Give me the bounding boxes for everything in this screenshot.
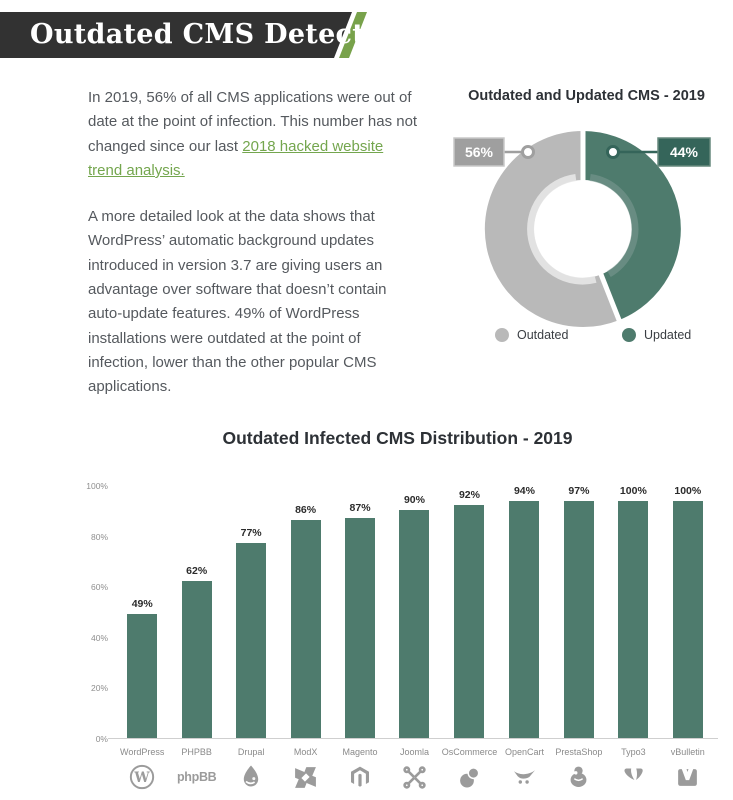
- bar-value-label: 97%: [568, 485, 590, 497]
- magento-logo-icon: [348, 764, 372, 790]
- bar-column: [497, 485, 551, 790]
- bar: [182, 581, 212, 738]
- wordpress-logo-icon: [129, 764, 155, 790]
- bar-chart-title: Outdated Infected CMS Distribution - 2019: [222, 428, 573, 448]
- bar-column: [387, 485, 441, 790]
- oscommerce-logo-icon: [457, 764, 482, 790]
- bar-value-label: 90%: [403, 494, 425, 507]
- typo3-logo-icon: [621, 764, 646, 790]
- y-axis-tick-label: 40%: [90, 632, 108, 643]
- callout-marker-updated: [608, 147, 619, 158]
- bar-category-label: vBulletin: [670, 747, 705, 757]
- bar-value-label: 87%: [349, 501, 371, 514]
- legend-item-outdated: [495, 328, 568, 342]
- intro-paragraph-1: [88, 86, 420, 183]
- bar: [454, 505, 484, 738]
- prestashop-logo-icon: [566, 764, 591, 790]
- bar-chart-section: [0, 426, 733, 800]
- y-axis-tick-label: 20%: [90, 683, 108, 694]
- intro-paragraph-2: A more detailed look at the data shows that WordPress’ automatic background updates introduced in version 3.7 are giving users an advantage over software that doesn’t contain auto-update features. 49% of WordPress installations were outdated at the point of infection, lower than the other popular CMS applications.: [88, 208, 387, 396]
- bar-category-label: Joomla: [399, 747, 429, 757]
- bar: [291, 520, 321, 738]
- vbulletin-logo-icon: [675, 764, 700, 790]
- bar-category-label: Typo3: [621, 747, 646, 757]
- legend-item-updated: [622, 328, 691, 342]
- donut-legend: [440, 328, 733, 350]
- donut-chart-title: Outdated and Updated CMS - 2019: [468, 88, 705, 104]
- bar-plot: [115, 485, 715, 790]
- bar-category-label: WordPress: [120, 747, 165, 757]
- svg-text:W: W: [134, 769, 150, 786]
- modx-logo-icon: [293, 764, 318, 790]
- bar-value-label: 100%: [619, 485, 647, 497]
- bar: [564, 501, 594, 738]
- bar: [673, 501, 703, 738]
- legend-label-updated: Updated: [644, 328, 692, 342]
- bar-value-label: 62%: [186, 565, 208, 578]
- bar: [345, 518, 375, 738]
- bar-value-label: 92%: [458, 489, 480, 502]
- header-banner: [0, 12, 414, 58]
- drupal-logo-icon: [239, 764, 263, 790]
- bar: [399, 510, 429, 738]
- bar: [236, 543, 266, 738]
- bar-column: [661, 485, 715, 790]
- bar: [509, 501, 539, 738]
- callout-label-updated: 44%: [669, 144, 699, 160]
- legend-dot-updated-icon: [622, 328, 636, 342]
- bar-column: [606, 485, 660, 790]
- opencart-logo-icon: [511, 764, 538, 790]
- bar-category-label: OsCommerce: [441, 747, 498, 757]
- joomla-logo-icon: [402, 764, 427, 790]
- callout-label-outdated: 56%: [464, 144, 494, 160]
- donut-chart-panel: [440, 88, 733, 360]
- intro-text-block: [88, 86, 420, 422]
- y-axis-tick-label: 0%: [95, 734, 108, 744]
- bar-column: [442, 485, 498, 790]
- bar-value-label: 100%: [674, 485, 702, 497]
- bar-column: [552, 485, 606, 790]
- bar-value-label: 49%: [131, 598, 153, 611]
- bar-category-label: PrestaShop: [555, 747, 603, 757]
- page-title: Outdated CMS Detection: [30, 19, 414, 50]
- y-axis-tick-label: 60%: [90, 582, 108, 593]
- bar-category-label: PHPBB: [181, 747, 212, 757]
- y-axis-tick-label: 100%: [86, 481, 108, 491]
- bar: [618, 501, 648, 738]
- bar-category-label: Drupal: [237, 747, 265, 757]
- bar-category-label: OpenCart: [504, 747, 544, 757]
- bar-column: [169, 485, 223, 790]
- bar-value-label: 77%: [240, 527, 262, 540]
- callout-marker-outdated: [523, 147, 534, 158]
- donut-chart: [440, 112, 733, 330]
- bar-value-label: 94%: [513, 485, 535, 497]
- hacked-report-link[interactable]: 2018 hacked website trend analysis.: [88, 137, 384, 179]
- phpbb-logo-icon: phpBB: [176, 770, 217, 784]
- bar-column: [115, 485, 169, 790]
- y-axis-tick-label: 80%: [90, 531, 108, 542]
- bar-column: [278, 485, 332, 790]
- bar: [127, 614, 157, 738]
- intro-paragraph-1-text: In 2019, 56% of all CMS applications were out of date at the point of infection. This number has not changed since our last: [88, 89, 418, 155]
- bar-category-label: Magento: [342, 747, 378, 757]
- bar-column: [333, 485, 387, 790]
- legend-label-outdated: Outdated: [517, 328, 569, 342]
- legend-dot-outdated-icon: [495, 328, 509, 342]
- bar-column: [224, 485, 278, 790]
- bar-value-label: 86%: [295, 504, 317, 517]
- bar-category-label: ModX: [293, 747, 318, 757]
